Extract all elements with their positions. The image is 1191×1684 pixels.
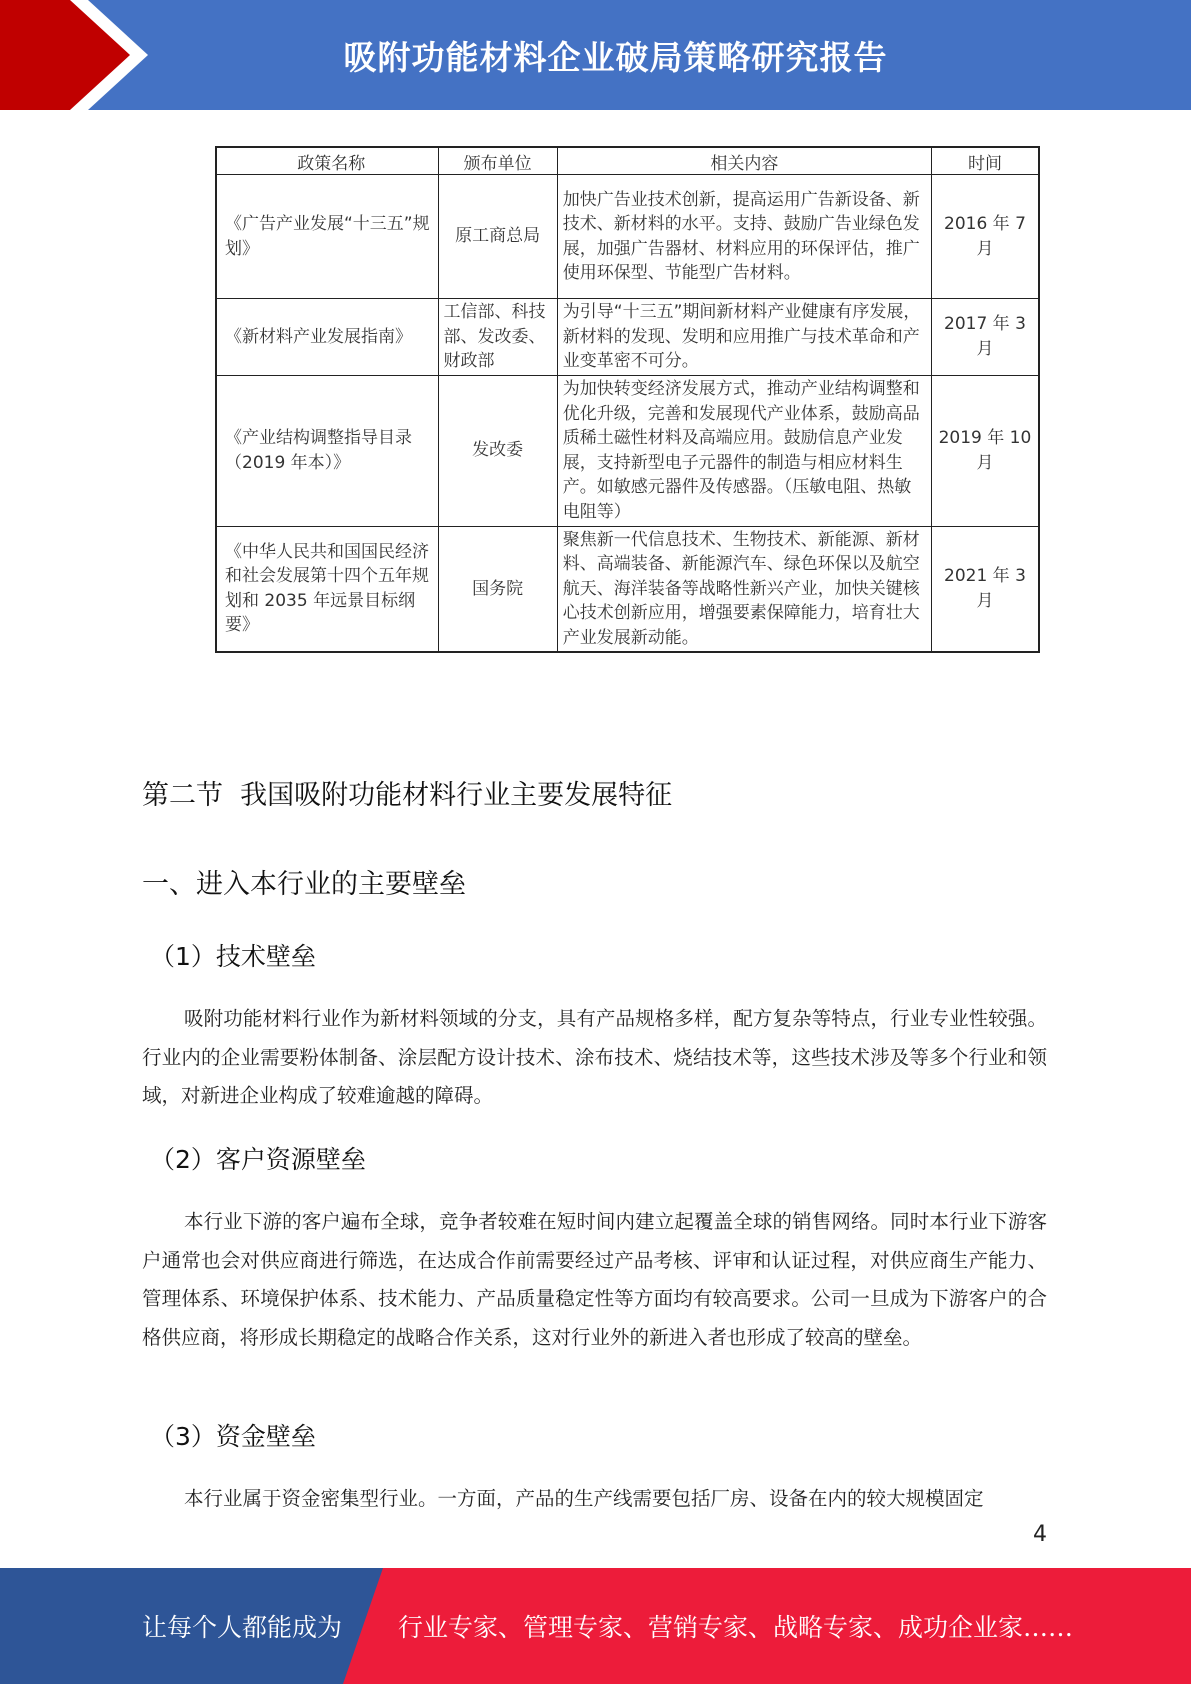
table-row xyxy=(216,375,1039,526)
paragraph-customer-barrier: 本行业下游的客户遍布全球，竞争者较难在短时间内建立起覆盖全球的销售网络。同时本行业下游客户通常也会对供应商进行筛选，在达成合作前需要经过产品考核、评审和认证过程，对供应商生产能力、管理体系、环境保护体系、技术能力、产品质量稳定性等方面均有较高要求。公司一旦成为下游客户的合格供应商，将形成长期稳定的战略合作关系，这对行业外的新进入者也形成了较高的壁垒。 xyxy=(142,1210,1047,1349)
issuer-cell: 发改委 xyxy=(438,375,557,526)
policy-name-cell: 《产业结构调整指导目录（2019 年本）》 xyxy=(216,375,438,526)
policy-name-cell: 《中华人民共和国国民经济和社会发展第十四个五年规划和 2035 年远景目标纲要》 xyxy=(216,526,438,652)
page-number: 4 xyxy=(1033,1522,1047,1547)
section-title: 第二节 我国吸附功能材料行业主要发展特征 xyxy=(142,780,673,811)
heading-barriers: 一、进入本行业的主要壁垒 xyxy=(142,869,466,900)
issuer-cell: 工信部、科技部、发改委、财政部 xyxy=(438,299,557,376)
paragraph-capital-barrier: 本行业属于资金密集型行业。一方面，产品的生产线需要包括厂房、设备在内的较大规模固定 xyxy=(184,1487,984,1510)
policy-table xyxy=(215,146,1040,653)
footer-banner xyxy=(0,1568,1191,1684)
footer-slogan-right: 行业专家、管理专家、营销专家、战略专家、成功企业家…… xyxy=(398,1613,1074,1642)
content-cell: 聚焦新一代信息技术、生物技术、新能源、新材料、高端装备、新能源汽车、绿色环保以及航空航天、海洋装备等战略性新兴产业，加快关键核心技术创新应用，增强要素保障能力，培育壮大产业发展新动能。 xyxy=(557,526,931,652)
column-header-policy-name: 政策名称 xyxy=(216,147,438,175)
report-title: 吸附功能材料企业破局策略研究报告 xyxy=(343,37,888,77)
footer-slogan-left: 让每个人都能成为 xyxy=(142,1613,343,1642)
column-header-content: 相关内容 xyxy=(557,147,931,175)
issuer-cell: 国务院 xyxy=(438,526,557,652)
subheading-technical-barrier: （1）技术壁垒 xyxy=(150,942,316,971)
header-banner xyxy=(0,0,1191,110)
content-cell: 为加快转变经济发展方式，推动产业结构调整和优化升级，完善和发展现代产业体系，鼓励高品质稀土磁性材料及高端应用。鼓励信息产业发展，支持新型电子元器件的制造与相应材料生产。如敏感元器件及传感器。（压敏电阻、热敏电阻等） xyxy=(557,375,931,526)
time-cell: 2017 年 3 月 xyxy=(931,299,1039,376)
time-cell: 2019 年 10 月 xyxy=(931,375,1039,526)
policy-name-cell: 《广告产业发展“十三五”规划》 xyxy=(216,175,438,299)
table-row xyxy=(216,175,1039,299)
content-cell: 为引导“十三五”期间新材料产业健康有序发展，新材料的发现、发明和应用推广与技术革命和产业变革密不可分。 xyxy=(557,299,931,376)
time-cell: 2021 年 3 月 xyxy=(931,526,1039,652)
policy-name-cell: 《新材料产业发展指南》 xyxy=(216,299,438,376)
table-row xyxy=(216,526,1039,652)
content-cell: 加快广告业技术创新，提高运用广告新设备、新技术、新材料的水平。支持、鼓励广告业绿色发展，加强广告器材、材料应用的环保评估，推广使用环保型、节能型广告材料。 xyxy=(557,175,931,299)
subheading-capital-barrier: （3）资金壁垒 xyxy=(150,1422,316,1451)
column-header-issuer: 颁布单位 xyxy=(438,147,557,175)
table-row xyxy=(216,299,1039,376)
column-header-time: 时间 xyxy=(931,147,1039,175)
issuer-cell: 原工商总局 xyxy=(438,175,557,299)
table-header-row xyxy=(216,147,1039,175)
subheading-customer-barrier: （2）客户资源壁垒 xyxy=(150,1145,366,1174)
paragraph-technical-barrier: 吸附功能材料行业作为新材料领域的分支，具有产品规格多样，配方复杂等特点，行业专业性较强。行业内的企业需要粉体制备、涂层配方设计技术、涂布技术、烧结技术等，这些技术涉及等多个行业和领域，对新进企业构成了较难逾越的障碍。 xyxy=(142,1007,1047,1107)
time-cell: 2016 年 7 月 xyxy=(931,175,1039,299)
